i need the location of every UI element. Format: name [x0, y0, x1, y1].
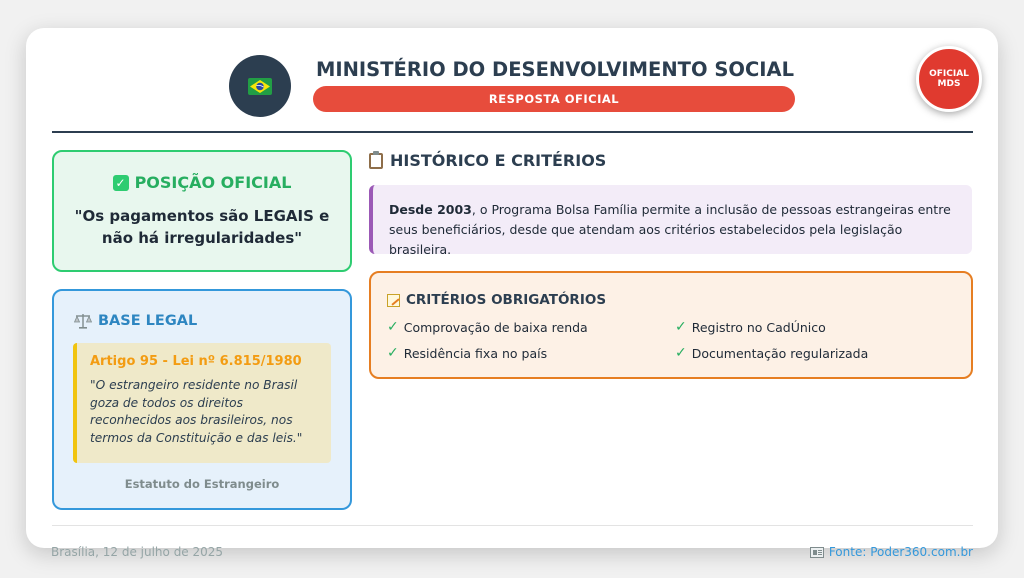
criteria-item: [675, 345, 868, 361]
check-icon: ✓: [387, 345, 399, 361]
official-position-quote: "Os pagamentos são LEGAIS e não há irregularidades": [74, 207, 330, 247]
criteria-item-label: Residência fixa no país: [403, 345, 548, 361]
page-title: MINISTÉRIO DO DESENVOLVIMENTO SOCIAL: [315, 58, 795, 81]
history-text: , o Programa Bolsa Família permite a inclusão de pessoas estrangeiras entre seus beneficiários, desde que atendam aos critérios estabelecidos pela legislação brasileira.: [389, 202, 951, 257]
official-position-title: [54, 173, 350, 192]
header-divider: [52, 131, 973, 133]
criteria-item: [387, 345, 547, 361]
legal-base-label: BASE LEGAL: [98, 313, 198, 329]
footer-divider: [52, 525, 973, 526]
official-position-label: POSIÇÃO OFICIAL: [134, 173, 292, 192]
criteria-item-label: Registro no CadÚnico: [691, 319, 826, 335]
history-lead: Desde 2003: [389, 202, 472, 217]
footer-source[interactable]: [810, 545, 973, 559]
criteria-item: [387, 319, 588, 335]
check-icon: ✓: [675, 345, 687, 361]
history-title-label: HISTÓRICO E CRITÉRIOS: [390, 151, 607, 170]
history-box: [369, 185, 972, 257]
brazil-flag-icon: [248, 78, 272, 95]
footer-source-link[interactable]: Fonte: Poder360.com.br: [828, 545, 973, 559]
check-mark-icon: ✓: [113, 175, 129, 191]
check-icon: ✓: [387, 319, 399, 335]
criteria-item-label: Documentação regularizada: [691, 345, 869, 361]
legal-base-box: [52, 289, 352, 510]
check-icon: ✓: [675, 319, 687, 335]
official-position-box: [52, 150, 352, 272]
history-title: [369, 151, 606, 170]
criteria-title: [387, 292, 606, 308]
memo-icon: [387, 294, 400, 307]
criteria-title-label: CRITÉRIOS OBRIGATÓRIOS: [406, 292, 607, 308]
newspaper-icon: [810, 547, 824, 558]
seal-line-1: OFICIAL: [929, 69, 969, 79]
flag-badge: [229, 55, 291, 117]
criteria-item: [675, 319, 826, 335]
criteria-box: [369, 271, 973, 379]
clipboard-icon: [369, 153, 383, 169]
criteria-item-label: Comprovação de baixa renda: [403, 319, 588, 335]
official-seal: [916, 46, 982, 112]
scales-icon: [74, 313, 92, 329]
law-article: Artigo 95 - Lei nº 6.815/1980: [90, 354, 302, 369]
official-response-badge: RESPOSTA OFICIAL: [313, 86, 795, 112]
response-card: [26, 28, 998, 548]
law-source: Estatuto do Estrangeiro: [124, 477, 280, 491]
law-quote-block: [73, 343, 331, 463]
legal-base-title: [74, 313, 197, 329]
footer-date: Brasília, 12 de julho de 2025: [51, 545, 224, 559]
law-text: "O estrangeiro residente no Brasil goza de todos os direitos reconhecidos aos brasileiros, nos termos da Constituição e das leis.": [90, 378, 303, 445]
seal-line-2: MDS: [937, 79, 961, 89]
